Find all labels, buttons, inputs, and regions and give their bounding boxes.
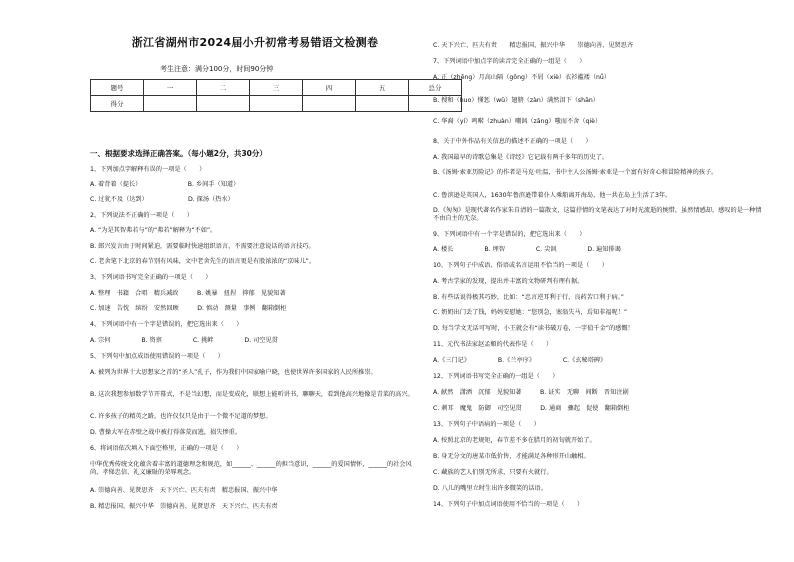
question-line: 5、下列句中加点成语使用错误的一项是（ ）	[90, 353, 224, 360]
question-line: D. 八儿的嘴里立时生出许多微笑的话语。	[433, 485, 547, 492]
question-line: 3、下列词语书写完全正确的一项是（ ）	[90, 274, 212, 281]
exam-note: 考生注意：满分100分，时间90分钟	[160, 65, 274, 73]
question-line: 2、下列说法不正确的一项是（ ）	[90, 212, 193, 219]
exam-title: 浙江省湖州市2024届小升初常考易错语文检测卷	[131, 36, 379, 49]
score-input-cell[interactable]	[303, 96, 356, 112]
score-input-cell[interactable]	[250, 96, 303, 112]
question-line: A. 献然 潇洒 沉郁 见貌知著 B. 证实 无聊 间断 晋知注剧	[433, 389, 629, 396]
question-line: A. 着背着（提长） B. 乡间手（知道）	[90, 181, 240, 188]
question-line: 8、关于中外作品有关信息的描述不正确的一项是（ ）	[433, 138, 592, 145]
question-line: 1、下列加点字解释有误的一项是（ ）	[90, 166, 206, 173]
score-cell: 三	[250, 80, 303, 96]
question-line: A. 楼长 B. 埋智 C. 尖讽 D. 遍知排谒	[433, 246, 621, 253]
question-line: B. 有些话说得极其巧妙，比如：“忠言逆耳利于行，良药苦口利于病。”	[433, 294, 624, 301]
question-line: A. 被列为世界十大思想家之首的“圣人”孔子，作为我们中国家喻户晓，也使世界许多国家的人民所推崇。	[90, 369, 377, 376]
question-line: A. 我国最早的诗歌总集是《诗经》它记载有两千多年的历史了。	[433, 154, 609, 161]
score-input-cell[interactable]	[356, 96, 409, 112]
question-line: C. 许多孩子的精英之路，也许仅仅只是由于一个微不足道的梦想。	[90, 413, 272, 420]
question-line: C. 刺耳 魔鬼 防御 司空见贯 D. 通商 骤起 促使 翻箱倒柜	[433, 405, 630, 412]
question-line: 12、下列词语书写完全正确的一组是（ ）	[433, 373, 559, 380]
question-line: 6、将词语依次填入下面空格里，正确的一项是（ ）	[90, 445, 243, 452]
question-line: C. 华裔（yí）鸣啭（zhuàn）嘲讽（zāng）嗤而不舍（qiè）	[433, 118, 602, 125]
score-cell: 五	[356, 80, 409, 96]
question-line: 9、下列词语中有一个字是错误的，把它选出来（ ）	[433, 231, 586, 238]
question-line: D.《匆匆》是现代著名作家朱自清的一篇散文，这篇抒情的文笔表达了对时光流逝的惋惜，虽然情感却，感叹的是一种情不由自主的无奈。	[433, 207, 762, 222]
score-cell: 二	[197, 80, 250, 96]
question-line: 10、下列句子中成语、俗语或名言运用不恰当的一项是（ ）	[433, 262, 608, 269]
question-line: C. 鲁滨逊是英国人，1630年鲁滨逊带着仆人乘船离开海岛，他一共在岛上生活了3年。	[433, 192, 672, 199]
question-line: 13、下列句子中语病的一项是（ ）	[433, 421, 540, 428]
question-line: A. 正（zhēng）月高山隔（gōng）不屑（xiè）衣衫褴褛（nǚ）	[433, 74, 611, 81]
question-line: A. 宗何 B. 资禀 C. 挑衅 D. 司空见贯	[90, 337, 278, 344]
question-line: C. 加速 告忱 缤纷 安然回顾 D. 慎动 测量 事例 翻箱倒柜	[90, 305, 287, 312]
question-line: A. 按照北京的老规矩，春节差不多在腊月的初旬就开始了。	[433, 437, 596, 444]
question-line: C. 天下兴亡、匹夫有责 精忠报国、振兴中华 崇德向善、见贤思齐	[433, 42, 634, 49]
question-line: B.《汤姆·索亚历险记》的作者是马克·吐温，书中主人公汤姆·索亚是一个富有好奇心和冒险精神的孩子。	[433, 169, 718, 176]
score-table-score-row	[91, 96, 462, 112]
question-line: 中华优秀传统文化蕴含着丰富的道德理念和规范，如______、______的担当意识，______的爱国情怀，______的社会风尚，孝悌忠信、礼义廉耻的荣辱观念。	[90, 461, 412, 476]
score-input-cell[interactable]	[197, 96, 250, 112]
section-title: 一、根据要求选择正确答案。（每小题2分，共30分）	[90, 149, 267, 158]
score-cell: 得分	[91, 96, 144, 112]
question-line: D. 每当学文无话可写时，小王就会有“读书破万卷，一字值千金”的感慨！	[433, 325, 634, 332]
score-cell: 四	[303, 80, 356, 96]
score-table-header-row	[91, 80, 462, 96]
score-cell: 题号	[91, 80, 144, 96]
question-line: A. “为是其智弗若与”的“弗若”解释为“不如”。	[90, 227, 217, 234]
question-line: 4、下列词语中有一个字是错误的，把它选出来（ ）	[90, 321, 243, 328]
question-line: C. 奶奶出门丢了钱，妈妈安慰她：“您别急，塞翁失马，焉知非福呢！”	[433, 309, 628, 316]
question-line: D. 曹操大军在赤壁之战中被打得落荒而逃，损失惨重。	[90, 429, 242, 436]
question-line: A. 整理 书籍 合唱 精兵减政 B. 姚暴 扭捏 抑郁 见貌知著	[90, 290, 286, 297]
question-line: B. 搜和（huo）懂惩（wǔ）翅膀（zàn）满然泪下（shān）	[433, 97, 599, 104]
question-line: B. 精忠报国、振兴中华 崇德向善、见贤思齐 天下兴亡、匹夫有责	[90, 503, 278, 510]
score-cell: 一	[144, 80, 197, 96]
question-line: 11、元代书法家赵孟頫的代表作是（ ）	[433, 341, 553, 348]
score-table	[90, 79, 462, 112]
question-line: C. 藏族的艺人们别无所求，只要有火就行。	[433, 469, 553, 476]
question-line: A.《三门记》 B.《兰亭序》 C.《玄秘塔碑》	[433, 357, 607, 364]
question-line: B. 郎兴发言由于时间紧迫，需要临时快速组织语言，不需要注意说话的语言技巧。	[90, 243, 315, 250]
question-line: 14、下列句子中加点词语使用不恰当的一项是（ ）	[433, 501, 584, 508]
question-line: C. 老舍笔下北京的春节别有风味，文中老舍先生的语言更是有股浓浓的“京味儿”。	[90, 258, 316, 265]
question-line: C. 过犹不及（达到） D. 探汤（热水）	[90, 196, 234, 203]
question-line: A. 崇德向善、见贤思齐 天下兴亡、匹夫有责 精忠报国、振兴中华	[90, 487, 278, 494]
question-line: B. 身无分文的唐某市低价售，才能满足各种形开山触相。	[433, 453, 590, 460]
score-input-cell[interactable]	[144, 96, 197, 112]
question-line: 7、下列词语中加点字的读音完全正确的一组是（ ）	[433, 58, 586, 65]
question-line: A. 考古学家的发现，提出并丰富的文物研判有理有据。	[433, 278, 584, 285]
question-line: B. 这次我想参加数学节开幕式，不是当幻想，而是变成化，联想上能听讲书，聊聊天，看到他高兴地像是青菜的高兴。	[90, 391, 414, 398]
score-cell: 总分	[409, 80, 462, 96]
